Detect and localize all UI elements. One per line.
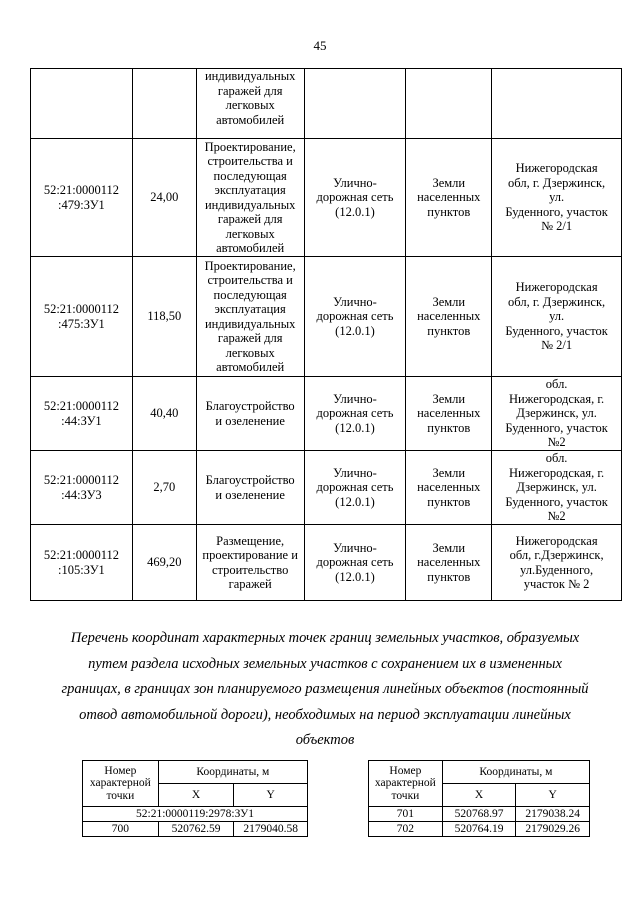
y-cell: 2179038.24 [516,807,590,822]
y-header: Y [516,784,590,807]
y-header: Y [234,784,308,807]
table-row [31,257,622,377]
cadastral-number-cell: 52:21:0000112 :479:ЗУ1 [31,139,133,257]
x-cell: 520764.19 [442,822,516,837]
point-number-header: Номер характерной точки [83,761,159,807]
y-cell: 2179040.58 [234,822,308,837]
cadastral-number-cell: 52:21:0000112 :44:ЗУ3 [31,451,133,525]
coordinates-header: Координаты, м [442,761,589,784]
zone-cell: Улично- дорожная сеть (12.0.1) [304,139,406,257]
address-cell: обл. Нижегородская, г. Дзержинск, ул. Буденного, участок №2 [492,451,622,525]
permitted-use-cell: Проектирование, строительства и последующая эксплуатация индивидуальных гаражей для легковых автомобилей [196,139,304,257]
land-category-cell: Земли населенных пунктов [406,257,492,377]
table-row [83,822,308,837]
zone-cell: Улично- дорожная сеть (12.0.1) [304,257,406,377]
area-cell: 469,20 [132,525,196,601]
zone-cell: Улично- дорожная сеть (12.0.1) [304,451,406,525]
permitted-use-cell: Размещение, проектирование и строительство гаражей [196,525,304,601]
area-cell: 2,70 [132,451,196,525]
point-number-cell: 701 [369,807,443,822]
permitted-use-cell: Благоустройство и озеленение [196,377,304,451]
table-row [31,525,622,601]
zone-cell: Улично- дорожная сеть (12.0.1) [304,377,406,451]
zone-cell: Улично- дорожная сеть (12.0.1) [304,525,406,601]
address-cell: Нижегородская обл, г. Дзержинск, ул. Буденного, участок № 2/1 [492,257,622,377]
permitted-use-cell: Проектирование, строительства и последующая эксплуатация индивидуальных гаражей для легковых автомобилей [196,257,304,377]
cadastral-number-cell: 52:21:0000112 :105:ЗУ1 [31,525,133,601]
table-header-row [83,761,308,784]
table-row [31,139,622,257]
x-cell: 520768.97 [442,807,516,822]
coordinates-caption: Перечень координат характерных точек границ земельных участков, образуемых путем раздела исходных земельных участков с сохранением их в измененных границах, в границах зон планируемого размещения линейных объектов (постоянный отвод автомобильной дороги), необходимых на период эксплуатации линейных объектов [61,630,589,748]
cadastral-number-cell: 52:21:0000112 :44:ЗУ1 [31,377,133,451]
address-cell: обл. Нижегородская, г. Дзержинск, ул. Буденного, участок №2 [492,377,622,451]
area-cell: 118,50 [132,257,196,377]
table-row [369,807,590,822]
area-cell: 40,40 [132,377,196,451]
coordinates-header: Координаты, м [158,761,307,784]
point-number-header: Номер характерной точки [369,761,443,807]
coordinates-table-right [368,760,590,837]
land-category-cell: Земли населенных пунктов [406,451,492,525]
table-row [31,451,622,525]
page-number: 45 [313,38,327,53]
cadastral-number-cell: 52:21:0000112 :475:ЗУ1 [31,257,133,377]
point-number-cell: 700 [83,822,159,837]
y-cell: 2179029.26 [516,822,590,837]
x-cell: 520762.59 [158,822,234,837]
cadastral-number-cell [31,69,133,139]
land-category-cell: Земли населенных пунктов [406,139,492,257]
address-cell: Нижегородская обл, г.Дзержинск, ул.Буденного, участок № 2 [492,525,622,601]
parcels-table [30,68,622,601]
area-cell: 24,00 [132,139,196,257]
land-category-cell: Земли населенных пунктов [406,525,492,601]
land-category-cell [406,69,492,139]
land-category-cell: Земли населенных пунктов [406,377,492,451]
parcel-row [83,807,308,822]
x-header: X [442,784,516,807]
table-header-row [369,761,590,784]
permitted-use-cell: индивидуальных гаражей для легковых автомобилей [196,69,304,139]
zone-cell [304,69,406,139]
coordinates-table-left [82,760,308,837]
address-cell [492,69,622,139]
table-row [31,377,622,451]
parcel-id-cell: 52:21:0000119:2978:ЗУ1 [83,807,308,822]
table-row [31,69,622,139]
address-cell: Нижегородская обл, г. Дзержинск, ул. Буденного, участок № 2/1 [492,139,622,257]
x-header: X [158,784,234,807]
table-row [369,822,590,837]
permitted-use-cell: Благоустройство и озеленение [196,451,304,525]
point-number-cell: 702 [369,822,443,837]
area-cell [132,69,196,139]
